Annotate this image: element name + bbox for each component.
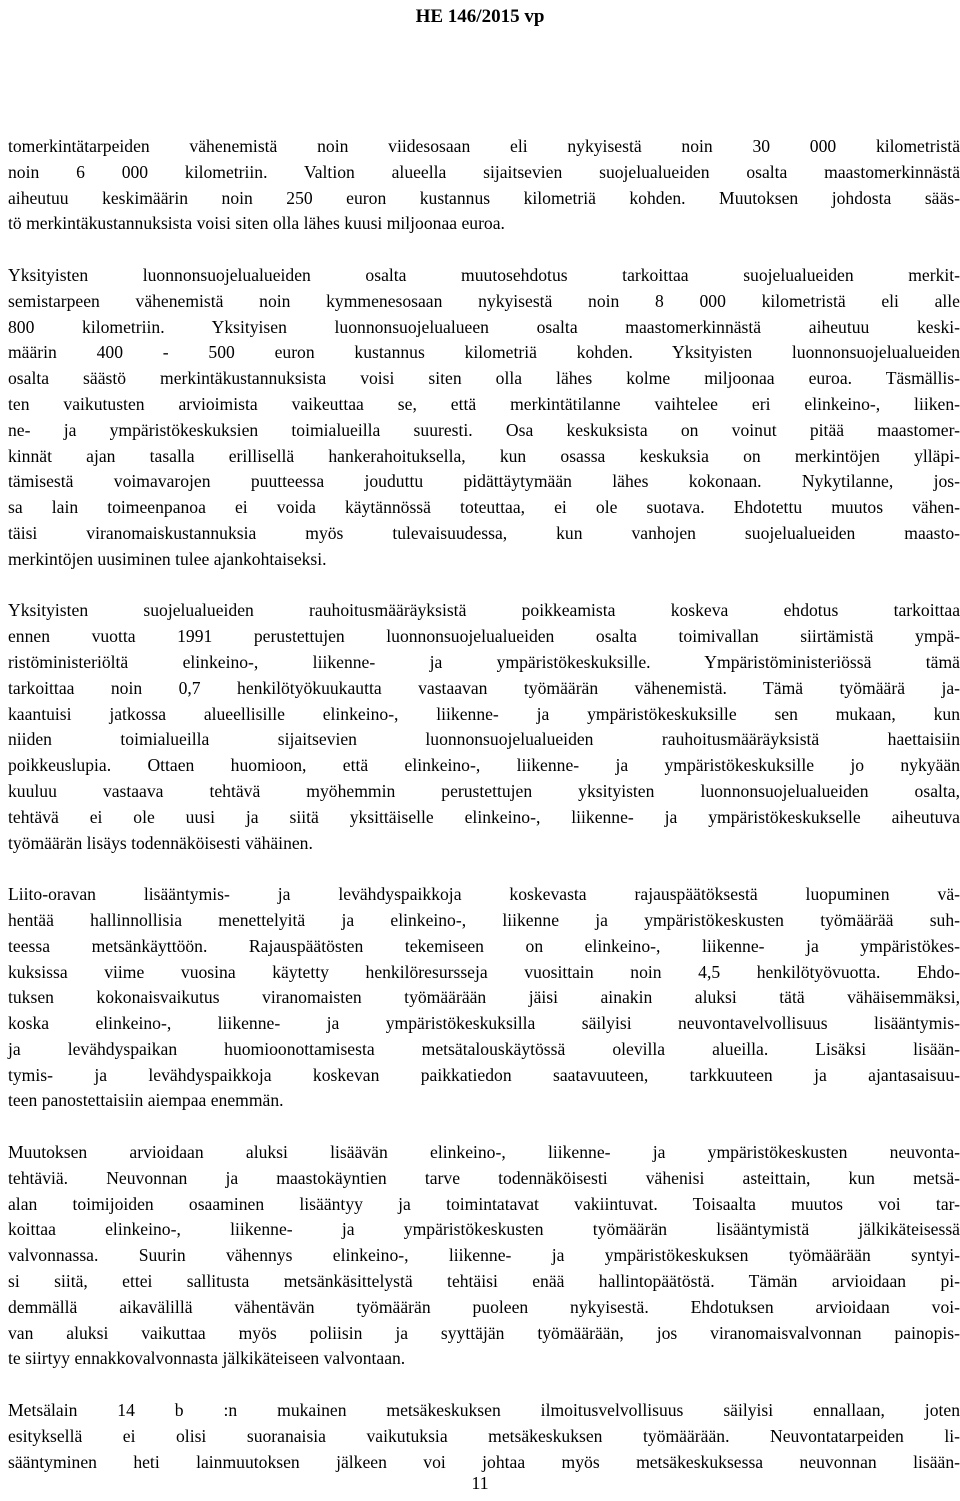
text-line: tehtävä ei ole uusi ja siitä yksittäiselle elinkeino-, liikenne- ja ympäristökeskukselle aiheutuva <box>8 806 960 827</box>
paragraph <box>8 1140 960 1372</box>
document-header: HE 146/2015 vp <box>415 6 545 27</box>
text-line: kuksissa viime vuosina käytetty henkilöresursseja vuosittain noin 4,5 henkilötyövuotta. Ehdo- <box>8 961 960 982</box>
text-line: koittaa elinkeino-, liikenne- ja ympäristökeskusten työmäärän lisääntymistä jälkikäteisessä <box>8 1219 960 1240</box>
text-line: tomerkintätarpeiden vähenemistä noin viidesosaan eli nykyisestä noin 30 000 kilometristä <box>8 136 960 156</box>
text-line: si siitä, ettei sallitusta metsänkäsittelystä tehtäisi enää hallintopäätöstä. Tämän arvioidaan pi- <box>8 1271 960 1292</box>
text-line: osalta säästö merkintäkustannuksista voisi siten olla lähes kolme miljoonaa euroa. Täsmällis- <box>8 368 960 389</box>
text-line: teen panostettaisiin aiempaa enemmän. <box>8 1090 284 1111</box>
text-line: kinnät ajan tasalla erillisellä hankerahoituksella, kun osassa keskuksia on merkintöjen ylläpi- <box>8 445 960 466</box>
text-line: määrin 400 - 500 euron kustannus kilometriä kohden. Yksityisten luonnonsuojelualueiden <box>8 342 960 363</box>
text-line: demmällä aikavälillä vähentävän työmäärän puoleen nykyisestä. Ehdotuksen arvioidaan voi- <box>8 1296 960 1317</box>
text-line: ja levähdyspaikan huomioonottamisesta metsätalouskäytössä olevilla alueilla. Lisäksi lisään- <box>8 1038 960 1059</box>
text-line: niiden toimialueilla sijaitsevien luonnonsuojelualueiden rauhoitusmääräyksistä haettaisiin <box>8 729 960 750</box>
text-line: koska elinkeino-, liikenne- ja ympäristökeskuksilla säilyisi neuvontavelvollisuus lisääntymis- <box>8 1013 960 1034</box>
text-line: tarkoittaa noin 0,7 henkilötyökuukautta vastaavan työmäärän vähenemistä. Tämä työmäärä ja- <box>8 677 960 698</box>
text-line: Yksityisten suojelualueiden rauhoitusmääräyksistä poikkeamista koskeva ehdotus tarkoittaa <box>8 600 960 621</box>
text-line: van aluksi vaikuttaa myös poliisin ja syyttäjän työmäärään, jos viranomaisvalvonnan painopis- <box>8 1322 960 1343</box>
page-number: 11 <box>471 1473 489 1493</box>
paragraph <box>8 598 960 856</box>
paragraph <box>8 1398 960 1475</box>
text-line: sääntyminen heti lainmuutoksen jälkeen voi johtaa myös metsäkeskuksessa neuvonnan lisään- <box>8 1451 960 1472</box>
text-line: noin 6 000 kilometriin. Valtion alueella sijaitsevien suojelualueiden osalta maastomerkinnästä <box>8 161 960 182</box>
text-line: Muutoksen arvioidaan aluksi lisäävän elinkeino-, liikenne- ja ympäristökeskusten neuvonta- <box>8 1142 960 1163</box>
paragraph <box>8 134 960 237</box>
text-line: Liito-oravan lisääntymis- ja levähdyspaikkoja koskevasta rajauspäätöksestä luopuminen vä- <box>8 884 960 905</box>
text-line: Yksityisten luonnonsuojelualueiden osalta muutosehdotus tarkoittaa suojelualueiden merkit- <box>8 264 960 285</box>
text-line: ne- ja ympäristökeskuksien toimialueilla suuresti. Osa keskuksista on voinut pitää maastomer- <box>8 419 960 440</box>
text-line: aiheutuu keskimäärin noin 250 euron kustannus kilometriä kohden. Muutoksen johdosta sääs- <box>8 187 960 208</box>
text-line: valvonnassa. Suurin vähennys elinkeino-, liikenne- ja ympäristökeskuksen työmäärään syntyi- <box>8 1245 960 1266</box>
text-line: tuksen kokonaisvaikutus viranomaisten työmäärään jäisi ainakin aluksi tätä vähäisemmäksi, <box>8 987 960 1008</box>
text-line: tö merkintäkustannuksista voisi siten olla lähes kuusi miljoonaa euroa. <box>8 213 505 234</box>
text-line: 800 kilometriin. Yksityisen luonnonsuojelualueen osalta maastomerkinnästä aiheutuu keski- <box>8 316 960 337</box>
text-line: ristöministeriöltä elinkeino-, liikenne- ja ympäristökeskuksille. Ympäristöministeriössä tämä <box>8 651 960 672</box>
document-body <box>8 134 960 1501</box>
text-line: tehtäviä. Neuvonnan ja maastokäyntien tarve todennäköisesti vähenisi asteittain, kun metsä- <box>8 1167 960 1188</box>
text-line: teessa metsänkäyttöön. Rajauspäätösten tekemiseen on elinkeino-, liikenne- ja ympäristökes- <box>8 935 960 956</box>
text-line: tymis- ja levähdyspaikkoja koskevan paikkatiedon saatavuuteen, tarkkuuteen ja ajantasaisuu- <box>8 1064 960 1085</box>
text-line: täisi viranomaiskustannuksia myös tulevaisuudessa, kun vanhojen suojelualueiden maasto- <box>8 522 960 543</box>
text-line: ennen vuotta 1991 perustettujen luonnonsuojelualueiden osalta toimivallan siirtämistä ympä- <box>8 626 960 647</box>
text-line: semistarpeen vähenemistä noin kymmenesosaan nykyisestä noin 8 000 kilometristä eli alle <box>8 290 960 311</box>
text-line: Metsälain 14 b :n mukainen metsäkeskuksen ilmoitusvelvollisuus säilyisi ennallaan, joten <box>8 1400 960 1421</box>
text-line: te siirtyy ennakkovalvonnasta jälkikäteiseen valvontaan. <box>8 1348 406 1369</box>
paragraph <box>8 263 960 573</box>
text-line: alan toimijoiden osaaminen lisääntyy ja toimintatavat vakiintuvat. Toisaalta muutos voi tar- <box>8 1193 960 1214</box>
text-line: työmäärän lisäys todennäköisesti vähäinen. <box>8 832 313 853</box>
paragraph <box>8 882 960 1114</box>
text-line: esityksellä ei olisi suoranaisia vaikutuksia metsäkeskuksen työmäärään. Neuvontatarpeiden li- <box>8 1425 960 1446</box>
text-line: merkintöjen uusiminen tulee ajankohtaiseksi. <box>8 548 327 569</box>
text-line: kuuluu vastaava tehtävä myöhemmin perustettujen yksityisten luonnonsuojelualueiden osalta, <box>8 780 960 801</box>
text-line: hentää hallinnollisia menettelyitä ja elinkeino-, liikenne ja ympäristökeskusten työmäärää suh- <box>8 909 960 930</box>
text-line: ten vaikutusten arvioimista vaikeuttaa se, että merkintätilanne vaihtelee eri elinkeino-, liiken- <box>8 393 960 414</box>
text-line: sa lain toimeenpanoa ei voida käytännössä toteuttaa, ei ole suotava. Ehdotettu muutos vähen- <box>8 497 960 518</box>
text-line: tämisestä voimavarojen puutteessa jouduttu pidättäytymään lähes kokonaan. Nykytilanne, jos- <box>8 471 960 492</box>
text-line: kaantuisi jatkossa alueellisille elinkeino-, liikenne- ja ympäristökeskuksille sen mukaan, kun <box>8 703 960 724</box>
text-line: poikkeuslupia. Ottaen huomioon, että elinkeino-, liikenne- ja ympäristökeskuksille jo nykyään <box>8 755 960 776</box>
